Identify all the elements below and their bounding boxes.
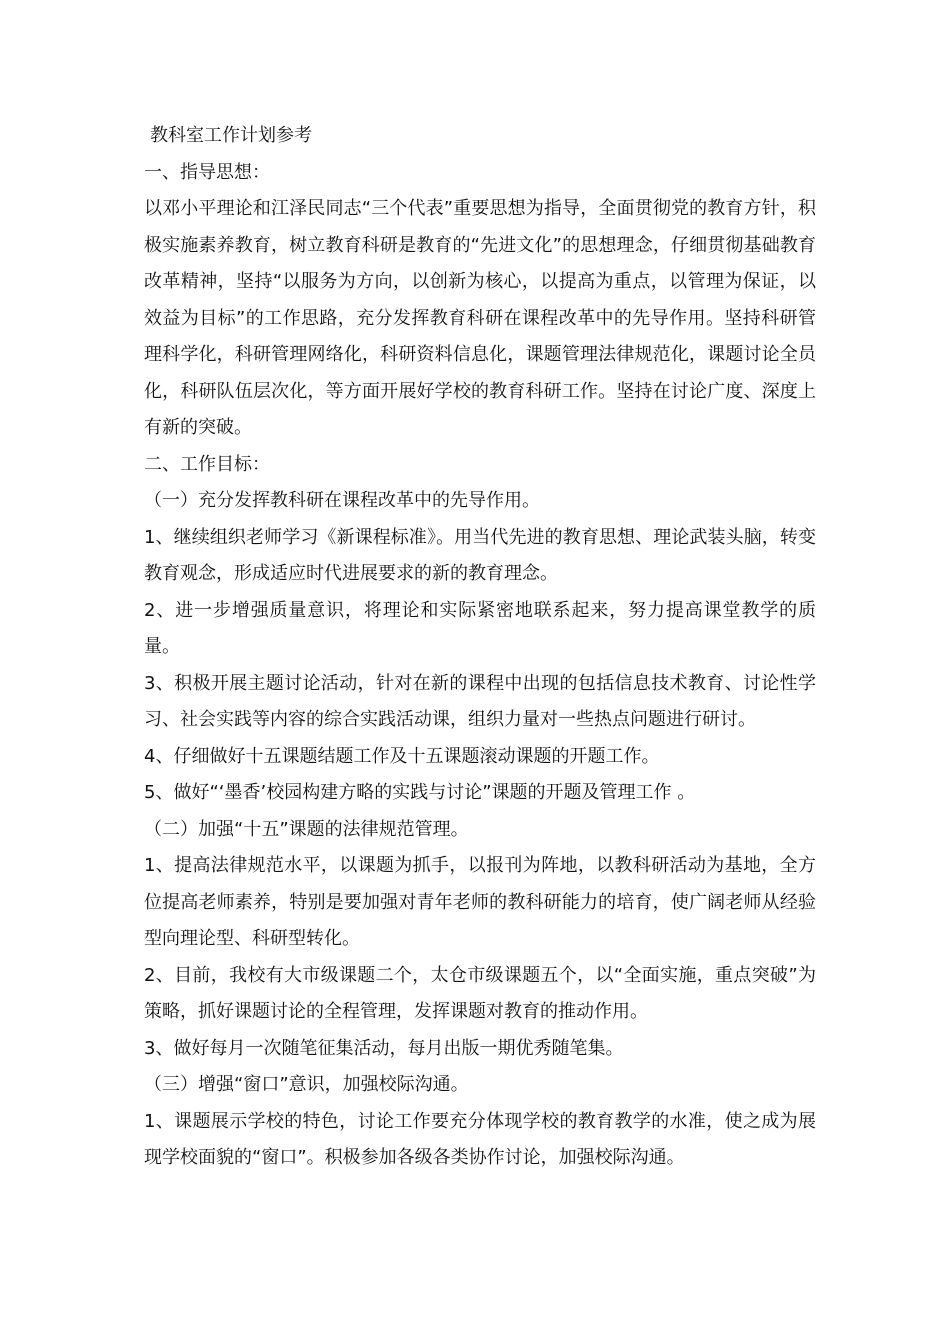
- list-item: 4、仔细做好十五课题结题工作及十五课题滚动课题的开题工作。: [144, 745, 660, 767]
- list-item: 2、目前，我校有大市级课题二个，太仓市级课题五个，以“全面实施，重点突破”为策略，抓好课题讨论的全程管理，发挥课题对教育的推动作用。: [144, 964, 816, 1022]
- list-item: 3、积极开展主题讨论活动，针对在新的课程中出现的包括信息技术教育、讨论性学习、社会实践等内容的综合实践活动课，组织力量对一些热点问题进行研讨。: [144, 672, 816, 730]
- list-item: 3、做好每月一次随笔征集活动，每月出版一期优秀随笔集。: [144, 1037, 624, 1059]
- document-title: 教科室工作计划参考: [150, 125, 312, 146]
- list-item: 1、提高法律规范水平，以课题为抓手，以报刊为阵地，以教科研活动为基地，全方位提高老师素养，特别是要加强对青年老师的教科研能力的培育，使广阔老师从经验型向理论型、科研型转化。: [144, 855, 816, 949]
- document-page: [144, 118, 816, 1177]
- subsection-heading-1: （一）充分发挥教科研在课程改革中的先导作用。: [144, 490, 540, 511]
- list-item: 1、继续组织老师学习《新课程标准》。用当代先进的教育思想、理论武装头脑，转变教育观念，形成适应时代进展要求的新的教育理念。: [144, 526, 816, 584]
- list-item: 1、课题展示学校的特色，讨论工作要充分体现学校的教育教学的水准，使之成为展现学校面貌的“窗口”。积极参加各级各类协作讨论，加强校际沟通。: [144, 1110, 816, 1168]
- list-item: 5、做好“‘墨香’校园构建方略的实践与讨论”课题的开题及管理工作 。: [144, 782, 696, 803]
- section-heading-work-goals: 二、工作目标：: [144, 453, 270, 475]
- list-item: 2、进一步增强质量意识，将理论和实际紧密地联系起来，努力提高课堂教学的质量。: [144, 599, 816, 657]
- subsection-heading-3: （三）增强“窗口”意识，加强校际沟通。: [144, 1074, 469, 1095]
- section-heading-guiding-thought: 一、指导思想：: [144, 161, 270, 183]
- subsection-heading-2: （二）加强“十五”课题的法律规范管理。: [144, 818, 469, 840]
- paragraph-guiding-thought: 以邓小平理论和江泽民同志“三个代表”重要思想为指导，全面贯彻党的教育方针，积极实施素养教育，树立教育科研是教育的“先进文化”的思想理念，仔细贯彻基础教育改革精神，坚持“以服务为方向，以创新为核心，以提高为重点，以管理为保证，以效益为目标”的工作思路，充分发挥教育科研在课程改革中的先导作用。坚持科研管理科学化，科研管理网络化，科研资料信息化，课题管理法律规范化，课题讨论全员化，科研队伍层次化，等方面开展好学校的教育科研工作。坚持在讨论广度、深度上有新的突破。: [144, 198, 816, 438]
